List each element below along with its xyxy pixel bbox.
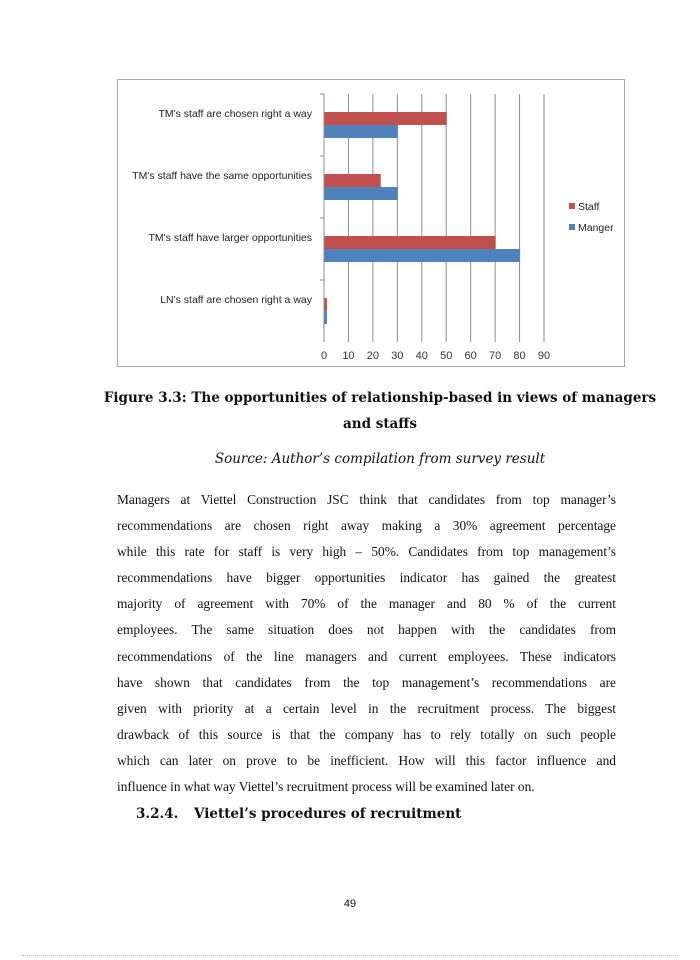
category-label: TM's staff have the same opportunities — [132, 170, 312, 182]
x-tick-label: 0 — [320, 350, 328, 362]
paragraph-line: have shown that candidates from the top management’s recommendations are — [117, 674, 616, 690]
body-paragraph — [117, 487, 616, 800]
paragraph-line: majority of agreement with 70% of the manager and 80 % of the current — [117, 596, 616, 612]
bar-staff-2 — [325, 236, 496, 249]
figure-caption-line1: Figure 3.3: The opportunities of relationship-based in views of managers — [103, 390, 657, 406]
section-title: Viettel’s procedures of recruitment — [194, 806, 462, 822]
page-number: 49 — [343, 898, 357, 910]
bar-staff-0 — [325, 112, 447, 125]
figure-caption-line2: and staffs — [343, 416, 417, 432]
bar-staff-3 — [325, 298, 327, 311]
x-tick-label: 90 — [537, 350, 551, 362]
legend-swatch — [569, 203, 575, 209]
section-heading — [136, 806, 461, 822]
x-tick-label: 40 — [415, 350, 428, 362]
x-tick-label: 60 — [464, 350, 477, 362]
category-label: LN's staff are chosen right a way — [160, 294, 312, 306]
legend-swatch — [569, 224, 575, 230]
x-tick-label: 20 — [366, 350, 380, 362]
x-tick-label: 50 — [440, 350, 453, 362]
bar-chart — [118, 80, 626, 368]
legend-label: Manger — [578, 222, 614, 234]
paragraph-line: employees. The same situation does not happen with the candidates from — [117, 622, 616, 638]
paragraph-line: drawback of this source is that the company has to rely totally on such people — [117, 726, 616, 742]
figure-source: Source: Author’s compilation from survey result — [214, 451, 546, 467]
paragraph-line: recommendations of the line managers and current employees. These indicators — [117, 648, 616, 664]
paragraph-line: recommendations are chosen right away making a 30% agreement percentage — [117, 518, 616, 534]
category-label: TM's staff have larger opportunities — [148, 232, 312, 244]
paragraph-line: which can later on prove to be inefficient. How will this factor influence and — [117, 752, 616, 768]
page-bottom-rule — [22, 955, 678, 956]
bar-staff-1 — [325, 174, 381, 187]
x-tick-label: 80 — [513, 350, 526, 362]
paragraph-line: while this rate for staff is very high – 50%. Candidates from top management’s — [117, 544, 616, 560]
paragraph-line: given with priority at a certain level in the recruitment process. The biggest — [117, 700, 616, 716]
bar-manger-2 — [325, 249, 521, 262]
paragraph-line: influence in what way Viettel’s recruitment process will be examined later on. — [117, 779, 535, 795]
category-label: TM's staff are chosen right a way — [158, 108, 312, 120]
paragraph-line: Managers at Viettel Construction JSC think that candidates from top manager’s — [117, 492, 616, 507]
section-number: 3.2.4. — [136, 806, 179, 822]
legend-label: Staff — [578, 201, 600, 213]
x-tick-label: 30 — [391, 350, 404, 362]
bar-manger-0 — [325, 125, 398, 138]
chart-frame — [117, 79, 625, 367]
x-tick-label: 10 — [342, 350, 355, 362]
paragraph-line: recommendations have bigger opportunities indicator has gained the greatest — [117, 570, 616, 586]
x-tick-label: 70 — [488, 350, 502, 362]
bar-manger-1 — [325, 187, 398, 200]
bar-manger-3 — [325, 311, 327, 324]
